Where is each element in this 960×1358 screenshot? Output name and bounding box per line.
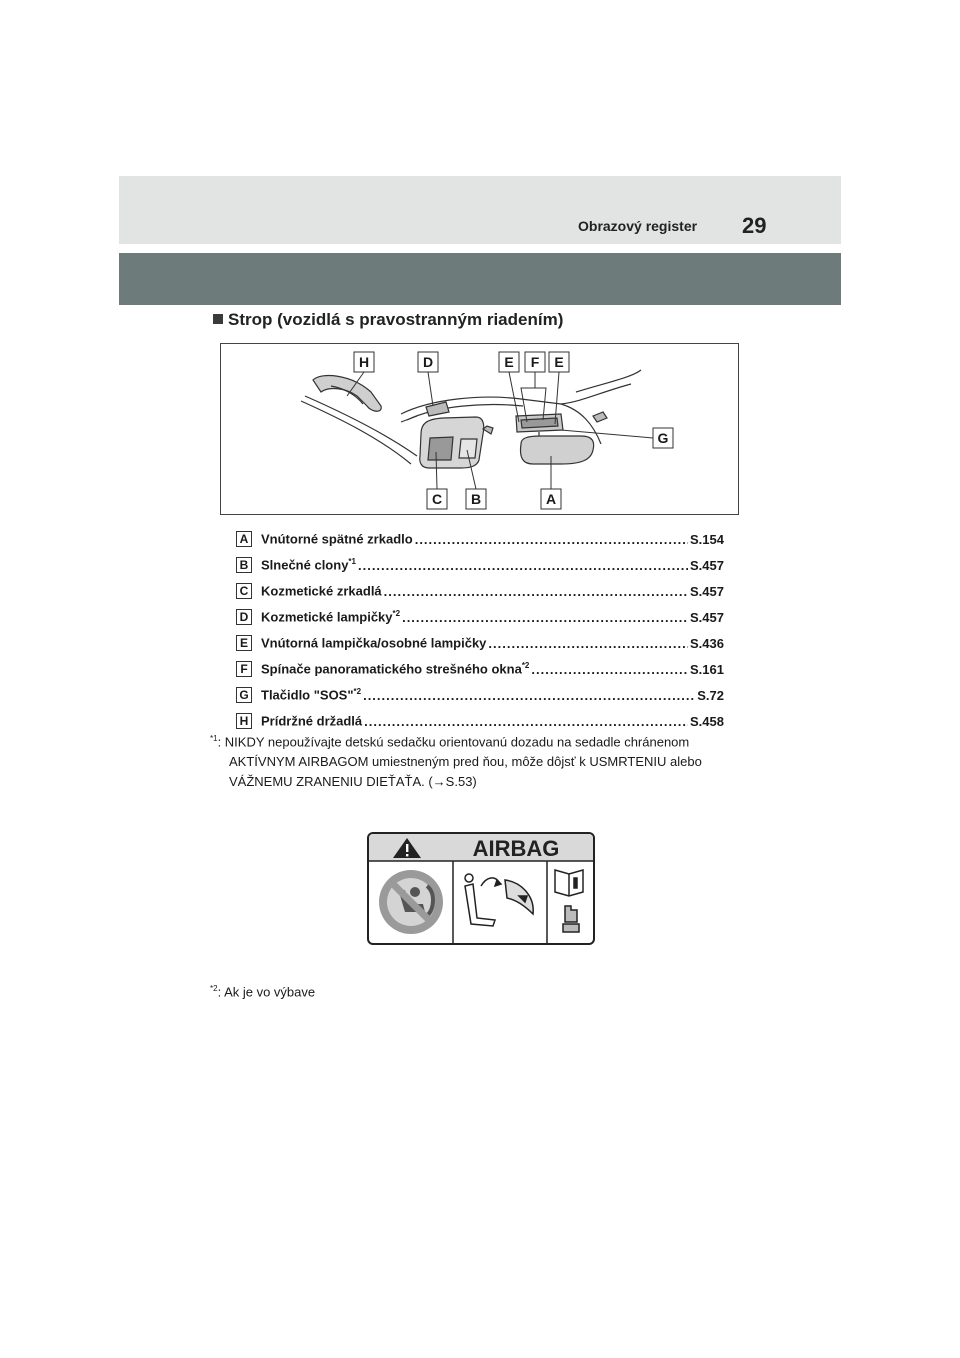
item-letter: D	[236, 609, 252, 625]
item-page-ref[interactable]: S.458	[690, 713, 724, 729]
list-item	[236, 552, 724, 578]
ceiling-illustration	[220, 343, 739, 515]
airbag-title: AIRBAG	[472, 836, 560, 861]
footnote-1	[210, 729, 750, 792]
leader-dots	[415, 532, 688, 547]
callout-e-right: E	[554, 354, 564, 370]
no-child-seat-icon	[379, 870, 443, 934]
ceiling-drawing	[221, 344, 738, 514]
list-item	[236, 604, 724, 630]
callout-d: D	[422, 354, 434, 370]
manual-book-icon	[555, 870, 583, 932]
item-letter: H	[236, 713, 252, 729]
footnote-2-marker: *2	[210, 984, 218, 993]
section-title: Strop (vozidlá s pravostranným riadením)	[228, 310, 564, 329]
item-page-ref[interactable]: S.457	[690, 583, 724, 599]
list-item	[236, 526, 724, 552]
callout-g: G	[657, 430, 669, 446]
item-name: Kozmetické zrkadlá	[261, 583, 382, 599]
item-name: Spínače panoramatického strešného okna$^{*2}$	[261, 661, 530, 677]
item-name: Vnútorné spätné zrkadlo	[261, 531, 413, 547]
item-name: Tlačidlo "SOS"$^{*2}$	[261, 687, 362, 703]
leader-dots	[363, 688, 695, 703]
leader-dots	[488, 636, 688, 651]
list-item	[236, 630, 724, 656]
header-dark-band	[119, 253, 841, 305]
callout-a: A	[545, 491, 557, 507]
airbag-warning-label	[367, 832, 595, 945]
item-name: Prídržné držadlá	[261, 713, 363, 729]
leader-dots	[531, 662, 688, 677]
item-name: Vnútorná lampička/osobné lampičky	[261, 635, 487, 651]
item-page-ref[interactable]: S.154	[690, 531, 724, 547]
item-page-ref[interactable]: S.457	[690, 609, 724, 625]
item-letter: C	[236, 583, 252, 599]
callout-h: H	[358, 354, 370, 370]
leader-dots	[364, 714, 688, 729]
item-name: Slnečné clony$^{*1}$	[261, 557, 356, 573]
item-letter: A	[236, 531, 252, 547]
leader-dots	[384, 584, 688, 599]
footnote-1-text: : NIKDY nepoužívajte detskú sedačku orientovanú dozadu na sedadle chránenom AKTÍVNYM AIRBAGOM umiestneným pred ňou, môže dôjsť k USMRTENIU alebo VÁŽNEMU ZRANENIU DIEŤAŤA. (→S.53)	[217, 734, 702, 790]
item-page-ref[interactable]: S.161	[690, 661, 724, 677]
section-heading	[213, 310, 563, 330]
page-number: 29	[742, 213, 767, 238]
footnote-2	[210, 979, 315, 1002]
component-list	[236, 526, 724, 734]
leader-dots	[358, 558, 688, 573]
callout-b: B	[470, 491, 482, 507]
item-page-ref[interactable]: S.457	[690, 557, 724, 573]
airbag-label-drawing	[369, 834, 593, 943]
callout-f: F	[530, 354, 540, 370]
item-letter: B	[236, 557, 252, 573]
seat-airbag-icon	[465, 874, 533, 926]
header-band	[119, 176, 841, 244]
callout-e-left: E	[504, 354, 514, 370]
item-page-ref[interactable]: S.72	[697, 687, 724, 703]
item-letter: G	[236, 687, 252, 703]
item-page-ref[interactable]: S.436	[690, 635, 724, 651]
footnote-1-marker: *1	[210, 734, 218, 743]
leader-dots	[402, 610, 688, 625]
list-item	[236, 656, 724, 682]
footnote-2-text: : Ak je vo výbave	[217, 984, 316, 1000]
list-item	[236, 578, 724, 604]
item-letter: F	[236, 661, 252, 677]
list-item	[236, 682, 724, 708]
item-name: Kozmetické lampičky$^{*2}$	[261, 609, 401, 625]
header-title: Obrazový register	[578, 218, 698, 234]
item-letter: E	[236, 635, 252, 651]
callout-c: C	[431, 491, 443, 507]
bullet-square-icon	[213, 314, 223, 324]
